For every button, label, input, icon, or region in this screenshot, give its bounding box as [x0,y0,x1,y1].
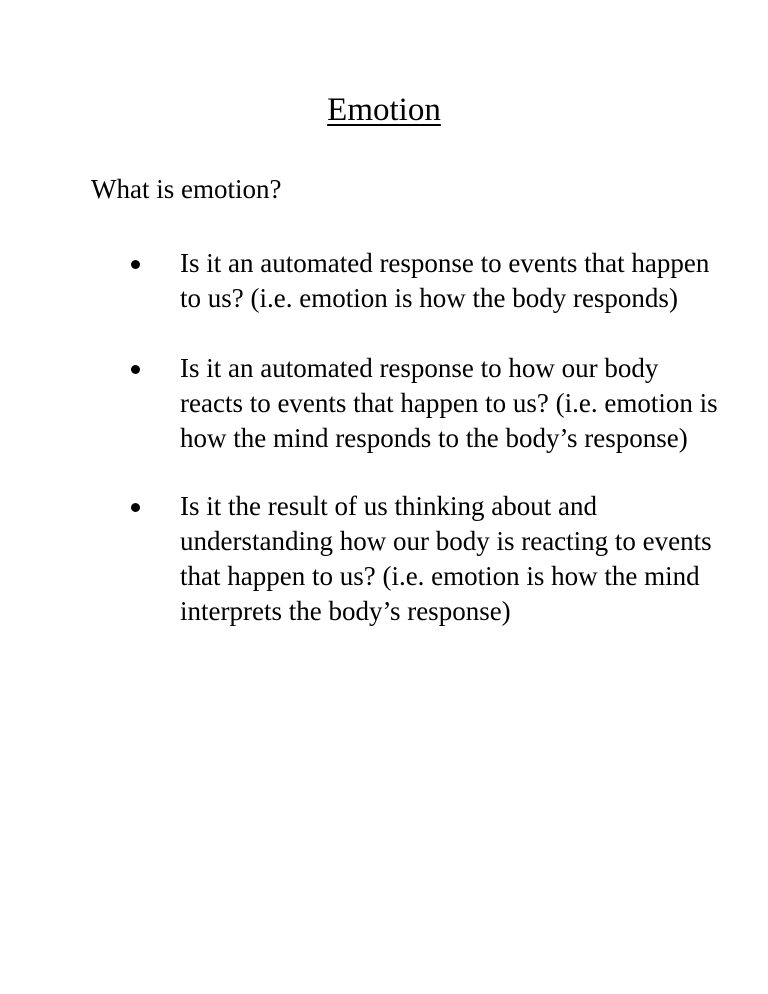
bullet-text: Is it an automated response to how our body reacts to events that happen to us? (i.e. emotion is how the mind responds to the body’s response) [180,353,718,453]
bullet-item [128,351,728,456]
question-text: What is emotion? [91,174,282,204]
bullet-text: Is it an automated response to events that happen to us? (i.e. emotion is how the body responds) [180,248,710,313]
bullet-icon [131,503,140,512]
bullet-item [128,489,728,629]
title-text: Emotion [327,92,441,128]
bullet-list [128,246,728,664]
page-title [0,88,768,132]
bullet-text: Is it the result of us thinking about and understanding how our body is reacting to events that happen to us? (i.e. emotion is how the mind interprets the body’s response) [180,491,712,626]
bullet-icon [131,260,140,269]
bullet-item [128,246,728,316]
bullet-icon [131,365,140,374]
